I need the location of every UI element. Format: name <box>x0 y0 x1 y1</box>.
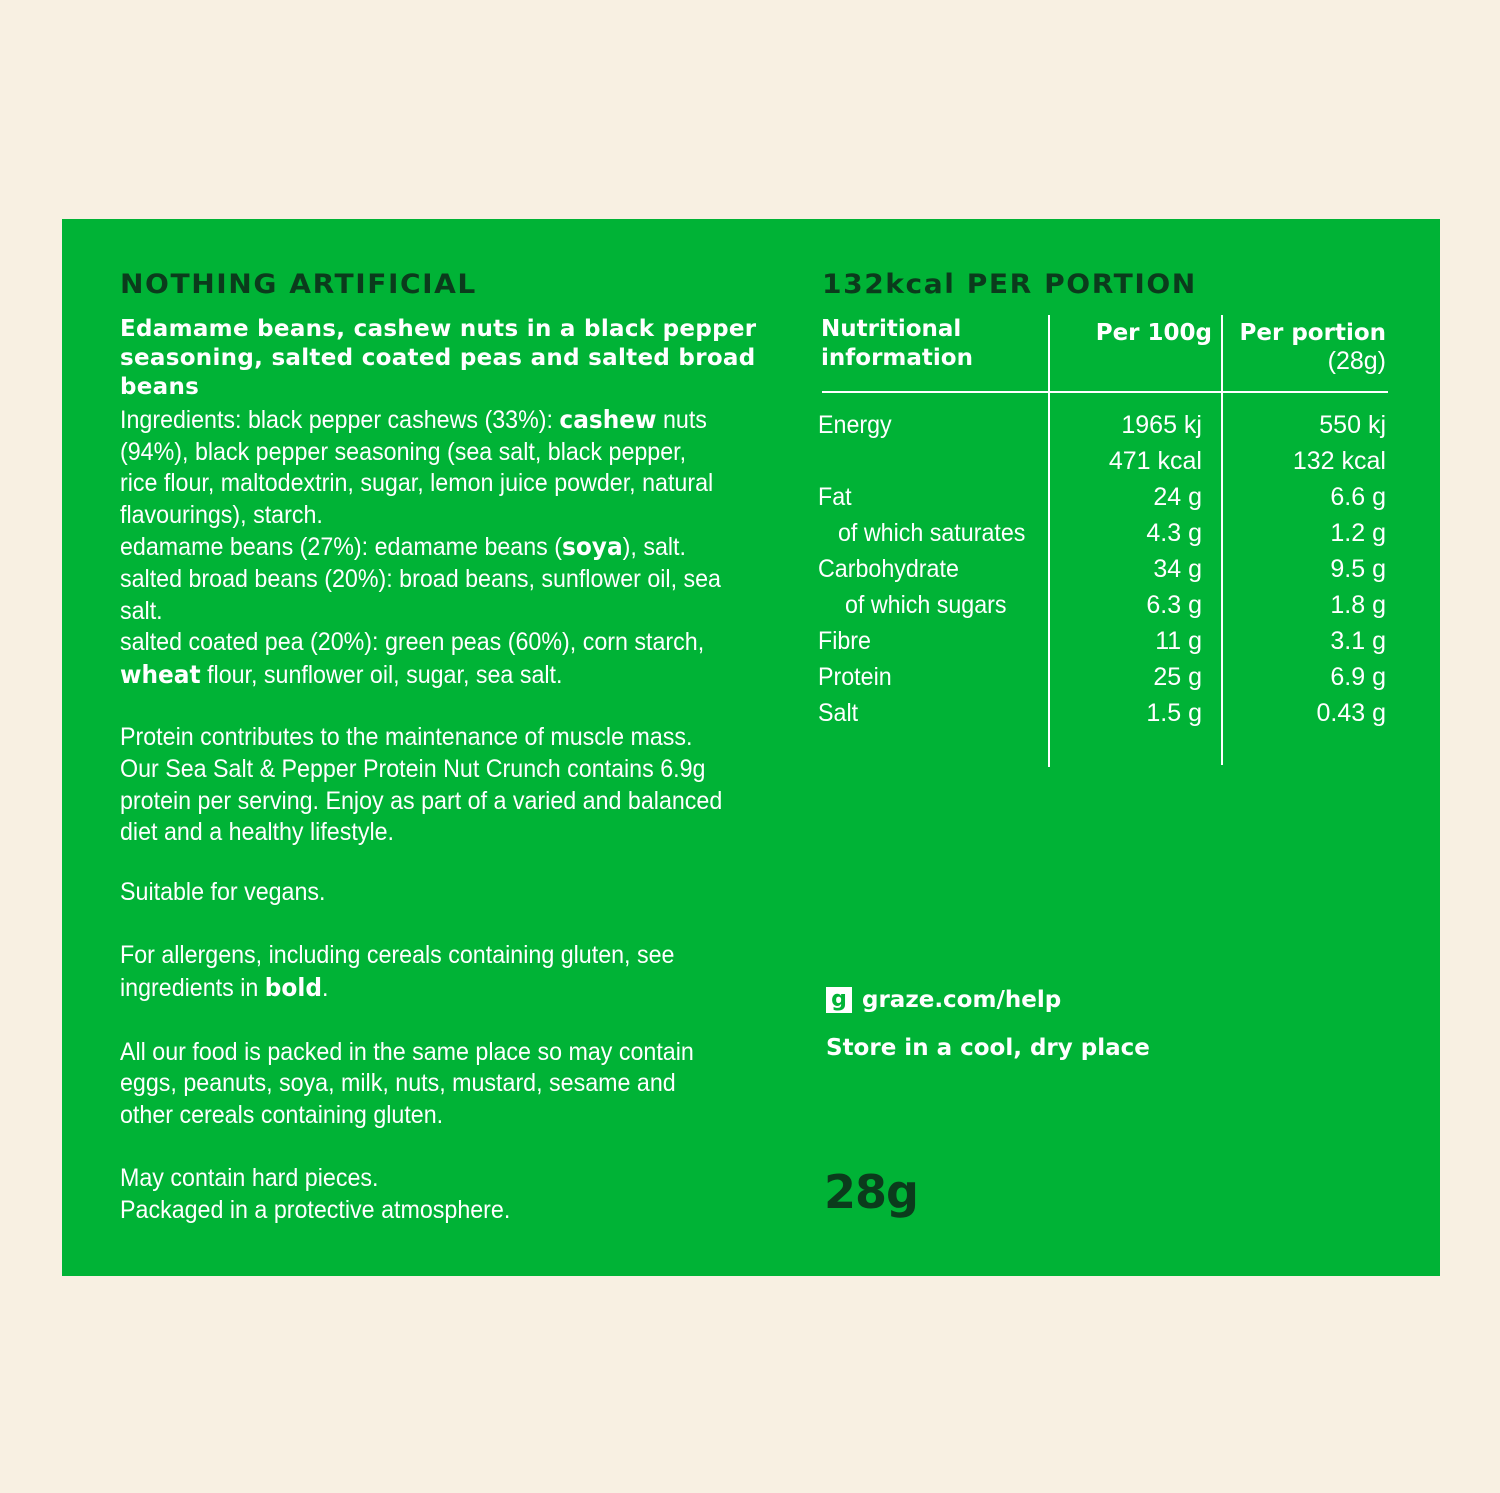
table-row-protein: Protein 25 g 6.9 g <box>818 663 1386 691</box>
nutritional-information-header: Nutritional information <box>821 316 973 371</box>
table-row-saturates: of which saturates 4.3 g 1.2 g <box>838 519 1386 547</box>
portion-size-header: (28g) <box>1327 347 1386 375</box>
ingredients-line: flavourings), starch. <box>120 500 323 529</box>
nutrition-label-panel <box>62 219 1440 1276</box>
table-divider <box>822 391 1388 393</box>
storage-instructions: Store in a cool, dry place <box>826 1035 1150 1061</box>
allergen-soya: soya <box>561 532 623 562</box>
ingredients-line: rice flour, maltodextrin, sugar, lemon juice powder, natural <box>120 469 714 498</box>
table-row-energy-kcal: 471 kcal 132 kcal <box>1108 447 1386 475</box>
atmosphere-note: Packaged in a protective atmosphere. <box>120 1195 511 1224</box>
table-row-salt: Salt 1.5 g 0.43 g <box>818 699 1386 727</box>
nutrition-table <box>818 315 1388 767</box>
kcal-per-portion-heading: 132kcal PER PORTION <box>822 269 1197 300</box>
nutrition-column <box>818 267 1392 1219</box>
net-weight: 28g <box>824 1165 918 1219</box>
table-row-fibre: Fibre 11 g 3.1 g <box>818 627 1386 655</box>
vegan-statement: Suitable for vegans. <box>120 877 326 906</box>
ingredients-line: salted coated pea (20%): green peas (60%), corn starch, <box>120 628 705 657</box>
table-row-fat: Fat 24 g 6.6 g <box>818 483 1386 511</box>
allergen-cashew: cashew <box>559 405 657 434</box>
ingredients-line: Ingredients: black pepper cashews (33%): cashew nuts <box>120 405 707 434</box>
product-title <box>120 315 760 402</box>
product-title-line: seasoning, salted coated peas and salted broad <box>120 345 756 371</box>
ingredients-line: salted broad beans (20%): broad beans, sunflower oil, sea <box>120 564 721 593</box>
table-row-energy-kj: Energy 1965 kj 550 kj <box>818 411 1386 439</box>
ingredients-line: edamame beans (27%): edamame beans (soya), salt. <box>120 532 686 562</box>
protein-claim: Protein contributes to the maintenance of muscle mass. Our Sea Salt & Pepper Protein Nut Crunch contains 6.9g protein per serving. Enjoy as part of a varied and balanced diet and a healthy lifestyle. <box>120 723 723 847</box>
packing-warning: All our food is packed in the same place so may contain eggs, peanuts, soya, milk, nuts, mustard, sesame and other cereals containing gluten. <box>120 1037 694 1129</box>
help-url: graze.com/help <box>862 987 1062 1013</box>
table-row-carbohydrate: Carbohydrate 34 g 9.5 g <box>818 555 1386 583</box>
ingredients-column <box>120 267 760 1226</box>
nothing-artificial-heading: NOTHING ARTIFICIAL <box>120 269 477 300</box>
ingredients-line: salt. <box>120 596 163 625</box>
allergen-note: For allergens, including cereals containing gluten, see ingredients in bold. <box>120 941 675 1002</box>
help-link[interactable] <box>826 987 1061 1013</box>
product-title-line: beans <box>120 374 200 400</box>
per-portion-header: Per portion <box>1239 320 1386 346</box>
ingredients-line: (94%), black pepper seasoning (sea salt, black pepper, <box>120 437 687 466</box>
allergen-wheat: wheat <box>120 659 201 689</box>
ingredients-line: wheat flour, sunflower oil, sugar, sea salt. <box>120 659 563 689</box>
product-title-line: Edamame beans, cashew nuts in a black pepper <box>120 316 757 342</box>
per-100g-header: Per 100g <box>1095 320 1212 346</box>
hard-pieces-warning: May contain hard pieces. <box>120 1164 379 1193</box>
table-row-sugars: of which sugars 6.3 g 1.8 g <box>845 591 1386 619</box>
graze-logo-icon: g <box>826 987 852 1013</box>
ingredients-list <box>120 404 760 691</box>
